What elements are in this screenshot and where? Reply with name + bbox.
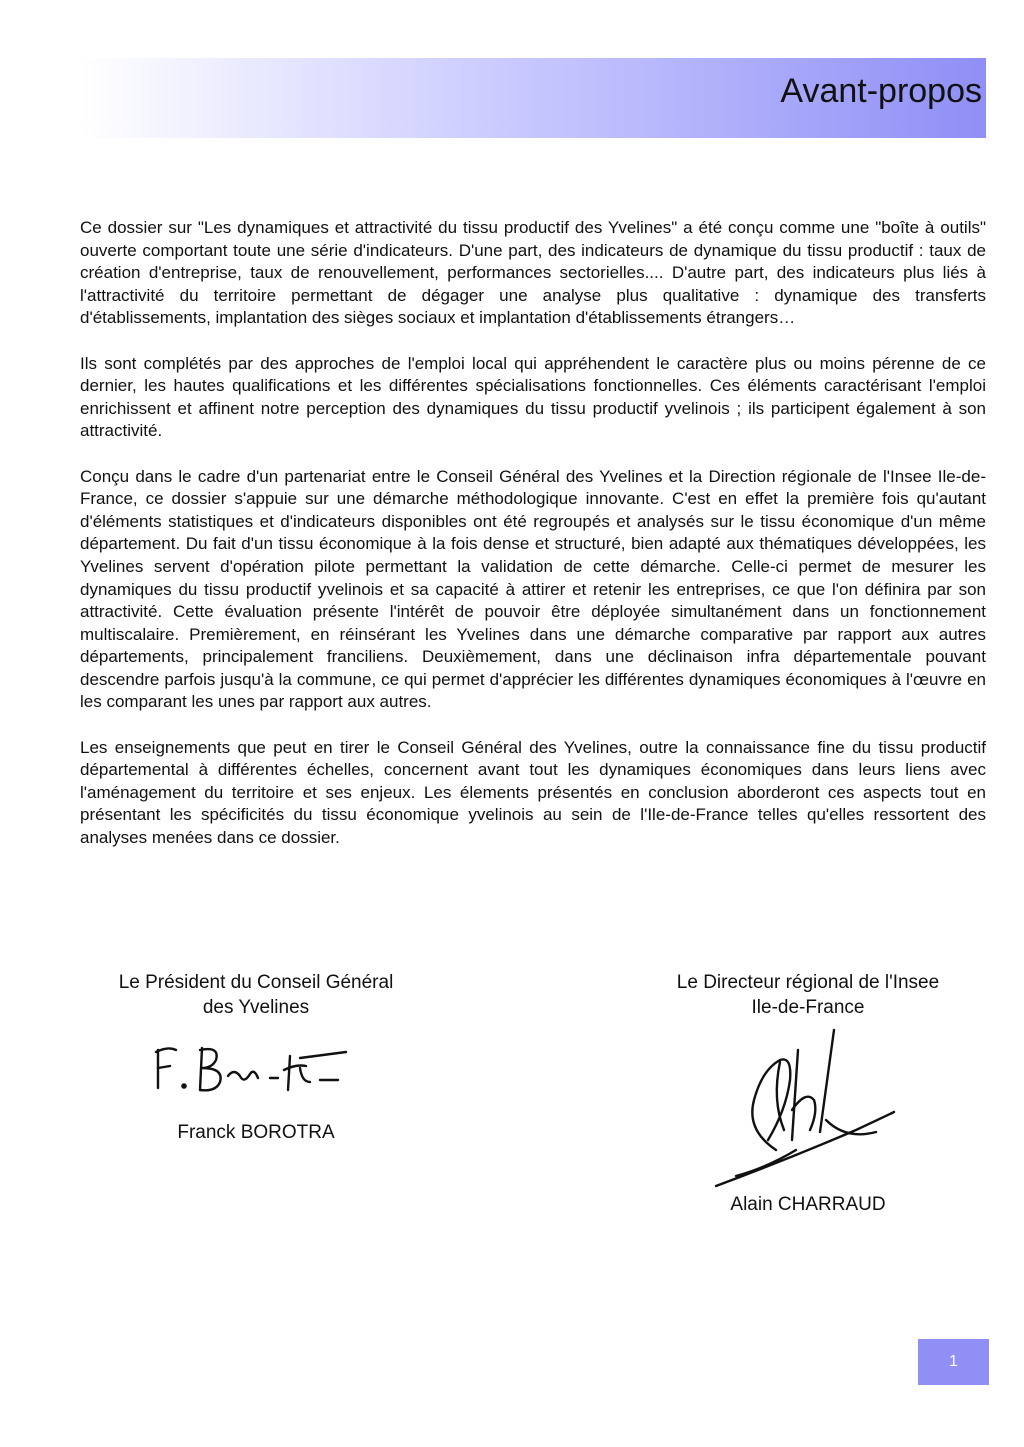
paragraph-partnership: Conçu dans le cadre d'un partenariat entre le Conseil Général des Yvelines et la Direction régionale de l'Insee Ile-de-France, ce dossier s'appuie sur une démarche méthodologique innovante. C'est en effet la première fois qu'autant d'éléments statistiques et d'indicateurs disponibles ont été regroupés et analysés sur le tissu économique d'un même département. Du fait d'un tissu économique à la fois dense et structuré, bien adapté aux thématiques développées, les Yvelines servent d'opération pilote permettant la validation de cette démarche. Celle-ci permet de mesurer les dynamiques du tissu productif yvelinois et sa capacité à attirer et retenir les entreprises, ce que l'on définira par son attractivité. Cette évaluation présente l'intérêt de pouvoir être déployée simultanément dans un fonctionnement multiscalaire. Premièrement, en réinsérant les Yvelines dans une démarche comparative par rapport aux autres départements, principalement franciliens. Deuxièmement, dans une déclinaison infra départementale pouvant descendre parfois jusqu'à la commune, ce qui permet d'apprécier les différentes dynamiques économiques à l'œuvre en les comparant les unes par rapport aux autres.	[80, 466, 986, 712]
title-banner	[80, 58, 986, 138]
signatory-role-line1: Le Président du Conseil Général	[118, 972, 394, 993]
signatory-name: Alain CHARRAUD	[730, 1194, 886, 1215]
page-number: 1	[918, 1339, 989, 1385]
signatory-role-line2: des Yvelines	[202, 997, 310, 1018]
paragraph-conclusions: Les enseignements que peut en tirer le Conseil Général des Yvelines, outre la connaissance fine du tissu productif départemental à différentes échelles, concernent avant tout les dynamiques économiques dans leurs liens avec l'aménagement du territoire et ses enjeux. Les élements présentés en conclusion aborderont ces aspects tout en présentant les spécificités du tissu économique yvelinois au sein de l'Ile-de-France telles qu'elles ressortent des analyses menées dans ce dossier.	[80, 737, 986, 848]
signature-block-director	[640, 970, 976, 1215]
handwritten-signature-borotra	[150, 1038, 360, 1108]
handwritten-signature-charraud	[706, 1000, 896, 1200]
signatory-role-line2: Ile-de-France	[751, 997, 865, 1018]
paragraph-intro: Ce dossier sur "Les dynamiques et attractivité du tissu productif des Yvelines" a été conçu comme une "boîte à outils" ouverte comportant toute une série d'indicateurs. D'une part, des indicateurs de dynamique du tissu productif : taux de création d'entreprise, taux de renouvellement, performances sectorielles.... D'autre part, des indicateurs plus liés à l'attractivité du territoire permettant de dégager une analyse plus qualitative : dynamique des transferts d'établissements, implantation des sièges sociaux et implantation d'établissements étrangers…	[80, 218, 986, 328]
signature-block-president	[80, 970, 432, 1143]
signatory-role-line1: Le Directeur régional de l'Insee	[676, 972, 940, 993]
foreword-body	[80, 217, 986, 872]
paragraph-employment: Ils sont complétés par des approches de l'emploi local qui appréhendent le caractère plus ou moins pérenne de ce dernier, les hautes qualifications et les différentes spécialisations fonctionnelles. Ces éléments caractérisant l'emploi enrichissent et affinent notre perception des dynamiques du tissu productif yvelinois ; ils participent également à son attractivité.	[80, 353, 986, 441]
signatory-name: Franck BOROTRA	[177, 1122, 335, 1143]
page-title: Avant-propos	[780, 72, 982, 110]
